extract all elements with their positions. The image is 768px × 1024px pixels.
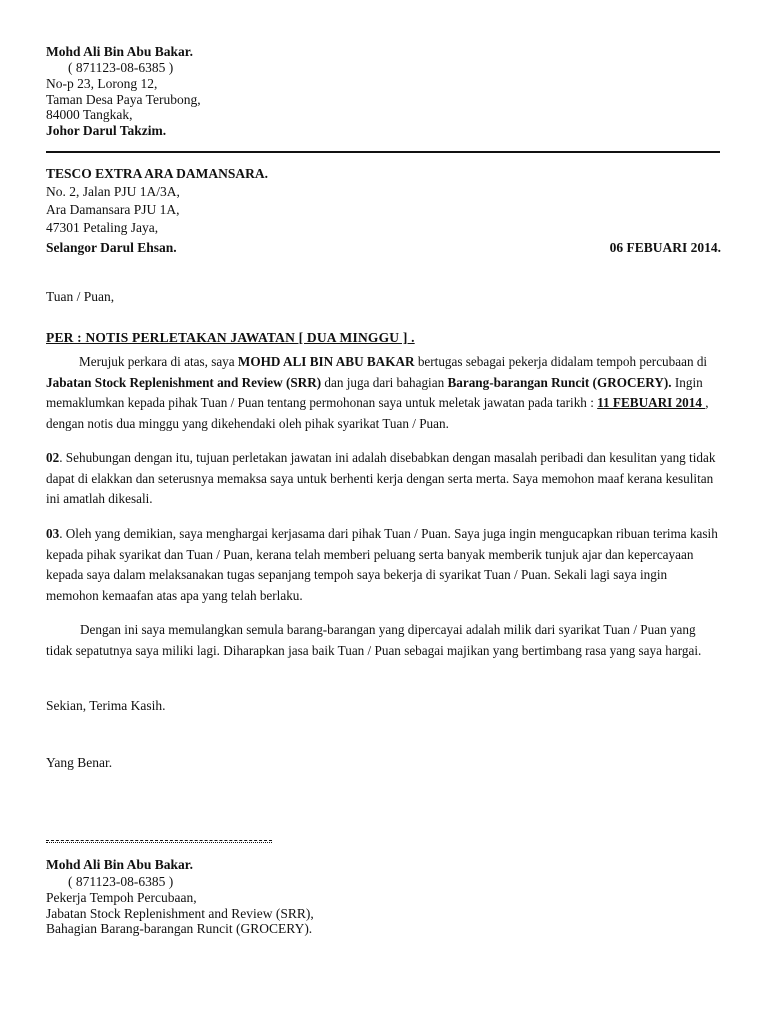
salutation: Tuan / Puan, [46,289,115,304]
recipient-state: Selangor Darul Ehsan. [46,240,177,255]
sender-address-3: 84000 Tangkak, [46,107,133,122]
p1-text-1: Merujuk perkara di atas, saya [79,354,238,369]
p1-section: Barang-barangan Runcit (GROCERY). [447,374,672,390]
signature-ic: ( 871123-08-6385 ) [68,874,174,889]
sender-name: Mohd Ali Bin Abu Bakar. [46,44,193,59]
letter-date: 06 FEBUARI 2014. [609,240,721,255]
paragraph-1 [46,352,722,434]
recipient-address-2: Ara Damansara PJU 1A, [46,202,180,217]
closing: Sekian, Terima Kasih. [46,698,166,713]
yang-benar: Yang Benar. [46,755,113,770]
paragraph-4 [46,620,722,661]
p3-text: . Oleh yang demikian, saya menghargai kerjasama dari pihak Tuan / Puan. Saya juga ingin mengucapkan ribuan terima kasih kepada pihak syarikat dan Tuan / Puan, kerana telah memberi peluang serta banyak memberik tunjuk ajar dan kepercayaan kepada saya dalam melaksanakan tugas sepanjang tempoh saya bekerja di syarikat Tuan / Puan. Sekali lagi saya ingin memohon kemaafan atas apa yang telah berlaku. [46,526,718,603]
sender-address-1: No-p 23, Lorong 12, [46,76,158,91]
p1-text-5: , dengan notis dua minggu yang dikehendaki oleh pihak syarikat Tuan / Puan. [46,395,709,431]
paragraph-2 [46,448,722,510]
p1-text-4: Ingin memaklumkan kepada pihak Tuan / Puan tentang permohonan saya untuk meletak jawatan pada tarikh : [46,374,703,410]
recipient-address-3: 47301 Petaling Jaya, [46,220,159,235]
signature-role-3: Bahagian Barang-barangan Runcit (GROCERY). [46,921,313,936]
recipient-name: TESCO EXTRA ARA DAMANSARA. [46,166,269,181]
p1-text-2: bertugas sebagai pekerja didalam tempoh percubaan di [414,354,708,369]
signature-role-2: Jabatan Stock Replenishment and Review (SRR), [46,906,314,921]
p1-resign-date: 11 FEBUARI 2014 [597,395,706,410]
divider-line [46,151,720,153]
sender-address-2: Taman Desa Paya Terubong, [46,92,201,107]
p3-number: 03 [46,526,60,541]
sender-ic: ( 871123-08-6385 ) [68,60,174,75]
p2-number: 02 [46,450,60,465]
p1-employee-name: MOHD ALI BIN ABU BAKAR [237,354,415,369]
signature-name: Mohd Ali Bin Abu Bakar. [46,857,193,872]
p2-text: . Sehubungan dengan itu, tujuan perletakan jawatan ini adalah disebabkan dengan masalah peribadi dan kesulitan yang tidak dapat di elakkan dan seterusnya memaksa saya untuk berhenti kerja dengan serta merta. Saya memohon maaf kerana kesulitan ini amatlah dikesali. [46,450,716,506]
p4-text: Dengan ini saya memulangkan semula barang-barangan yang dipercayai adalah milik dari syarikat Tuan / Puan yang tidak sepatutnya saya miliki lagi. Diharapkan jasa baik Tuan / Puan sebagai majikan yang bertimbang rasa yang saya hargai. [46,622,702,658]
signature-role-1: Pekerja Tempoh Percubaan, [46,890,197,905]
signature-line-underscore [46,840,272,841]
subject-line: PER : NOTIS PERLETAKAN JAWATAN [ DUA MINGGU ] . [46,330,415,345]
recipient-address-1: No. 2, Jalan PJU 1A/3A, [46,184,180,199]
p1-department: Jabatan Stock Replenishment and Review (SRR) [46,374,322,390]
paragraph-3 [46,524,722,606]
sender-state: Johor Darul Takzim. [46,123,167,138]
p1-text-3: dan juga dari bahagian [321,374,448,390]
